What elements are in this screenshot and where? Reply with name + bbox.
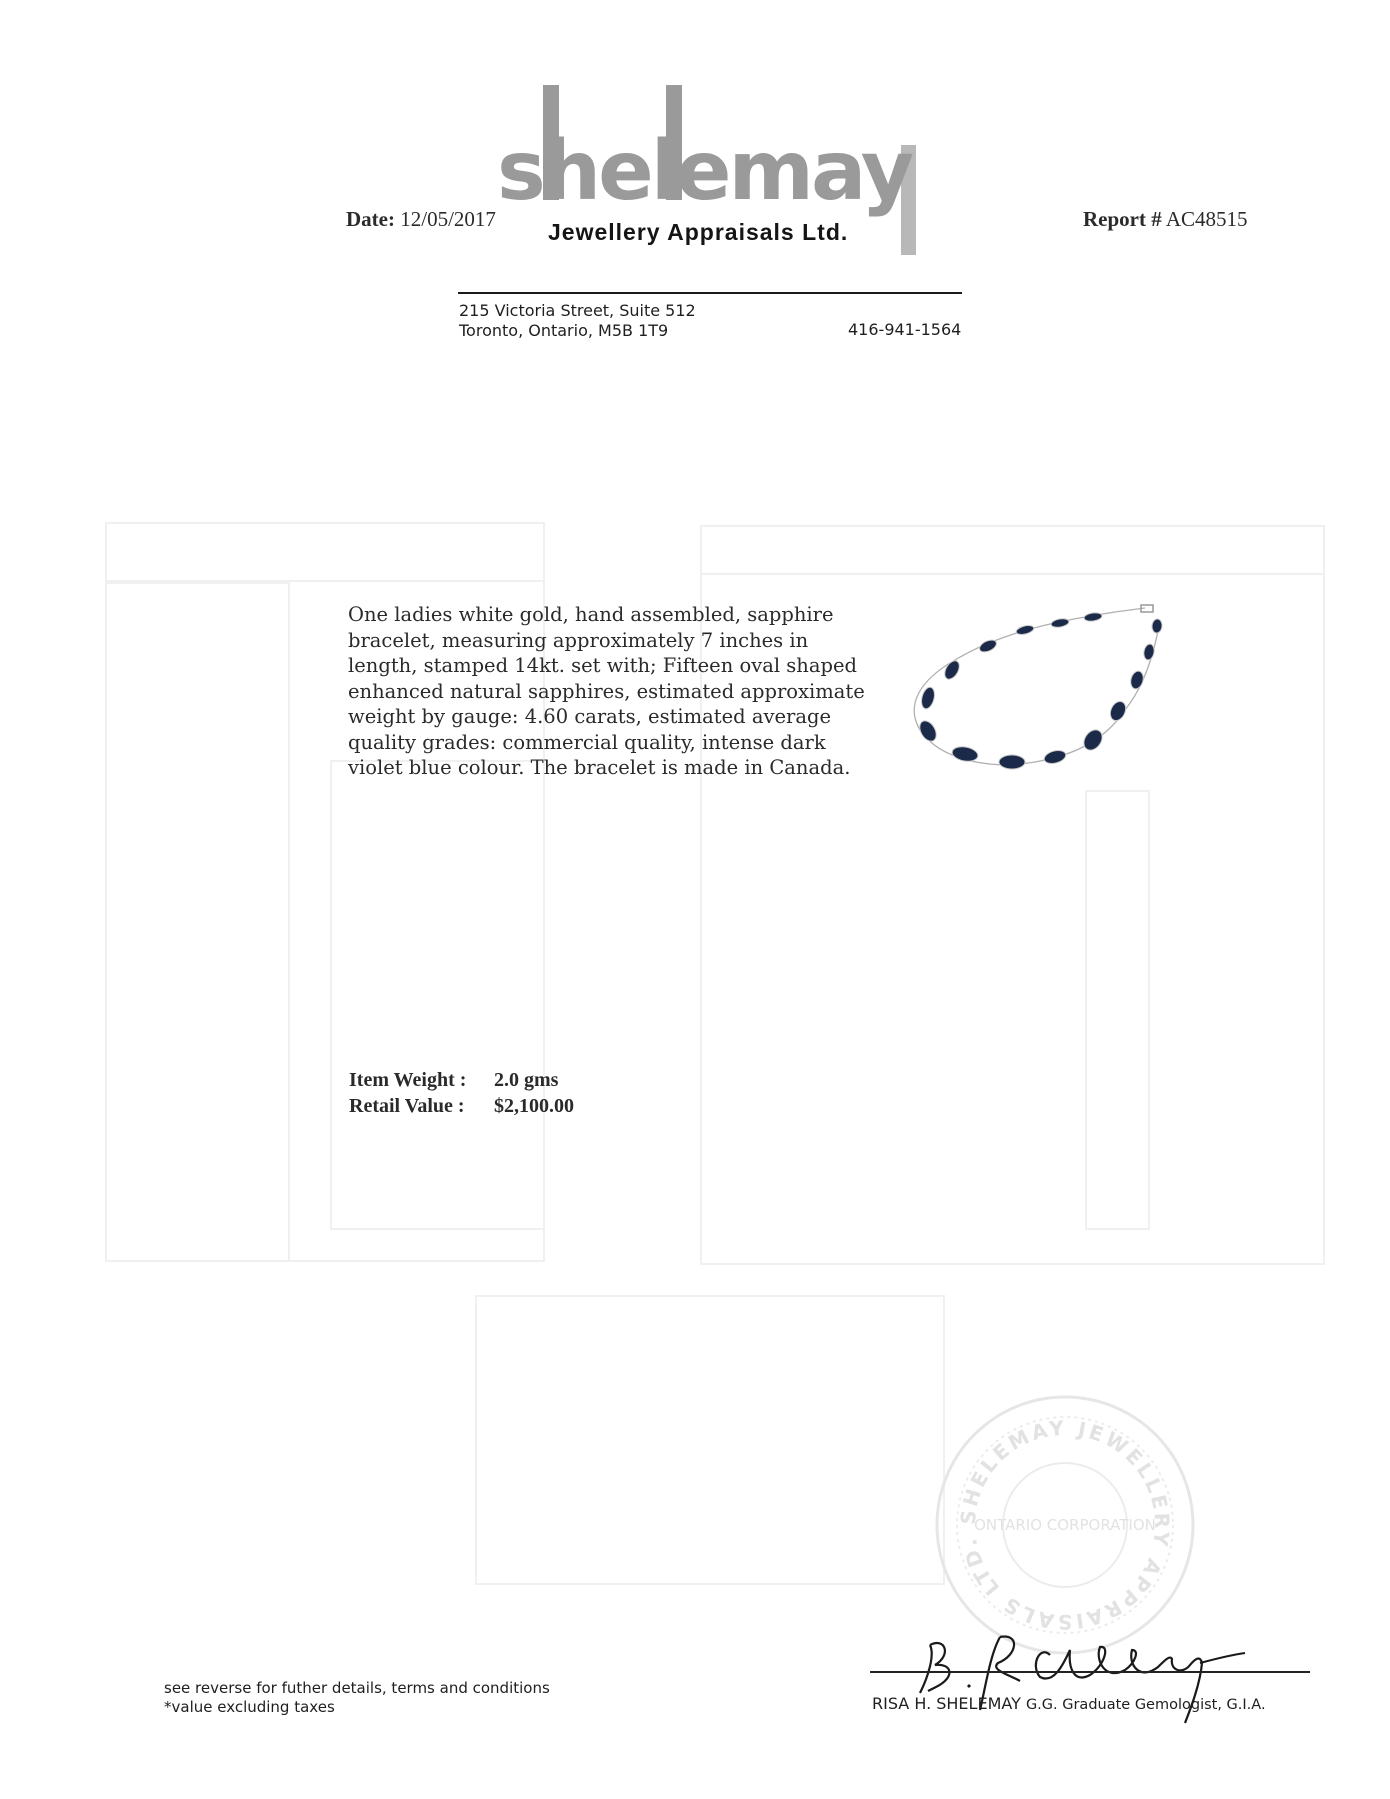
company-phone: 416-941-1564 [848,320,962,339]
item-weight-row [349,1067,574,1093]
report-label: Report # [1083,207,1162,231]
description-line: enhanced natural sapphires, estimated approximate [348,679,865,703]
footer-note-line-2: *value excluding taxes [164,1698,335,1716]
seal-center-text: ONTARIO CORPORATION [974,1516,1156,1534]
ghost-form-right-header [700,525,1325,575]
report-value: AC48515 [1165,207,1248,231]
footer-note-line-1: see reverse for futher details, terms and conditions [164,1679,550,1697]
signature-line [870,1671,1310,1673]
logo-word-text: shelemay [497,124,912,219]
retail-value-amount: $2,100.00 [494,1095,574,1117]
description-line: violet blue colour. The bracelet is made in Canada. [348,756,851,779]
item-weight-value: 2.0 gms [494,1069,559,1091]
retail-value-label: Retail Value : [349,1095,465,1117]
date-value: 12/05/2017 [400,207,496,231]
ghost-form-left-col [105,582,290,1262]
signer-name: RISA H. SHELEMAY [872,1694,1021,1713]
company-address [459,301,696,341]
description-line: quality grades: commercial quality, intense dark [348,730,826,754]
report-date [346,207,496,232]
bracelet-photo [895,600,1195,785]
company-name: Jewellery Appraisals Ltd. [548,219,849,245]
ghost-diagram [475,1295,945,1585]
item-weight-label: Item Weight : [349,1069,467,1091]
date-label: Date: [346,207,395,231]
item-description [348,602,888,781]
ghost-form-right-col [1085,790,1150,1230]
item-summary [349,1067,574,1119]
address-line-1: 215 Victoria Street, Suite 512 [459,301,696,320]
report-number [1083,207,1248,232]
ghost-form-left-inner [330,760,545,1230]
description-line: bracelet, measuring approximately 7 inches in [348,628,809,652]
seal-text: SHELEMAY JEWELLERY APPRAISALS LTD. [955,1415,1175,1635]
ghost-form-left-header [105,522,545,582]
description-line: One ladies white gold, hand assembled, sapphire [348,603,834,626]
retail-value-row [349,1093,574,1119]
signer-block [872,1694,1266,1713]
footer-note [164,1679,550,1717]
address-line-2: Toronto, Ontario, M5B 1T9 [459,321,669,340]
description-line: weight by gauge: 4.60 carats, estimated average [348,705,831,728]
header-rule [458,292,962,294]
signer-credentials: G.G. Graduate Gemologist, G.I.A. [1025,1697,1266,1713]
description-line: length, stamped 14kt. set with; Fifteen oval shaped [348,654,857,677]
